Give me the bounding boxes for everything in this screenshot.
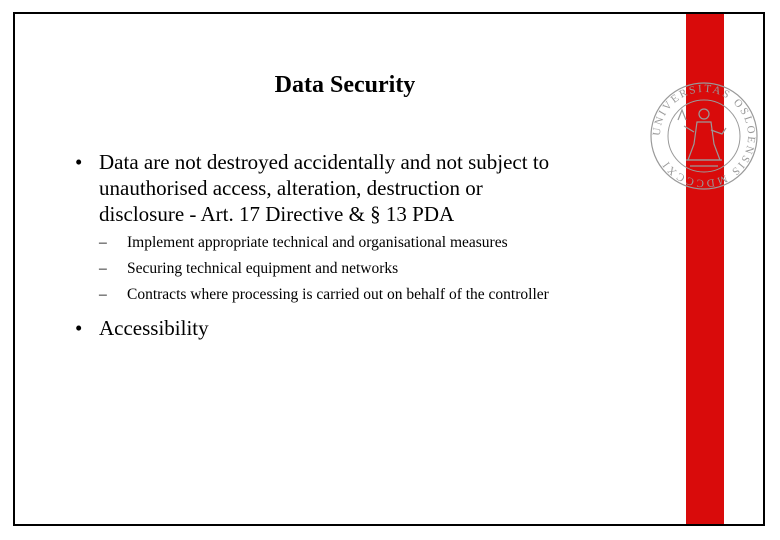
svg-text:UNIVERSITAS OSLOENSIS MDCCCXI bbox=[651, 83, 757, 189]
bullet-line: Data are not destroyed accidentally and not subject to bbox=[99, 150, 550, 174]
seal-text: UNIVERSITAS OSLOENSIS MDCCCXI bbox=[650, 82, 758, 190]
sub-bullet-text: Implement appropriate technical and organisational measures bbox=[127, 234, 508, 251]
slide-frame bbox=[13, 12, 765, 526]
sub-bullet-text: Contracts where processing is carried out on behalf of the controller bbox=[127, 286, 549, 303]
sub-bullet-text: Securing technical equipment and networks bbox=[127, 260, 399, 277]
bullet-text bbox=[99, 149, 549, 227]
bullet-marker: • bbox=[75, 150, 83, 174]
slide-title: Data Security bbox=[274, 72, 416, 98]
university-seal-icon bbox=[648, 80, 760, 192]
sub-bullet-marker: – bbox=[99, 234, 107, 251]
bullet-line: disclosure - Art. 17 Directive & § 13 PDA bbox=[99, 202, 455, 226]
sub-bullet-marker: – bbox=[99, 286, 107, 303]
bullet-line: unauthorised access, alteration, destruction or bbox=[99, 176, 483, 200]
bullet-accessibility bbox=[75, 315, 655, 343]
bullet-data-protection bbox=[75, 149, 655, 229]
sub-bullet-marker: – bbox=[99, 260, 107, 277]
bullet-marker: • bbox=[75, 316, 83, 340]
bullet-text: Accessibility bbox=[99, 316, 209, 340]
